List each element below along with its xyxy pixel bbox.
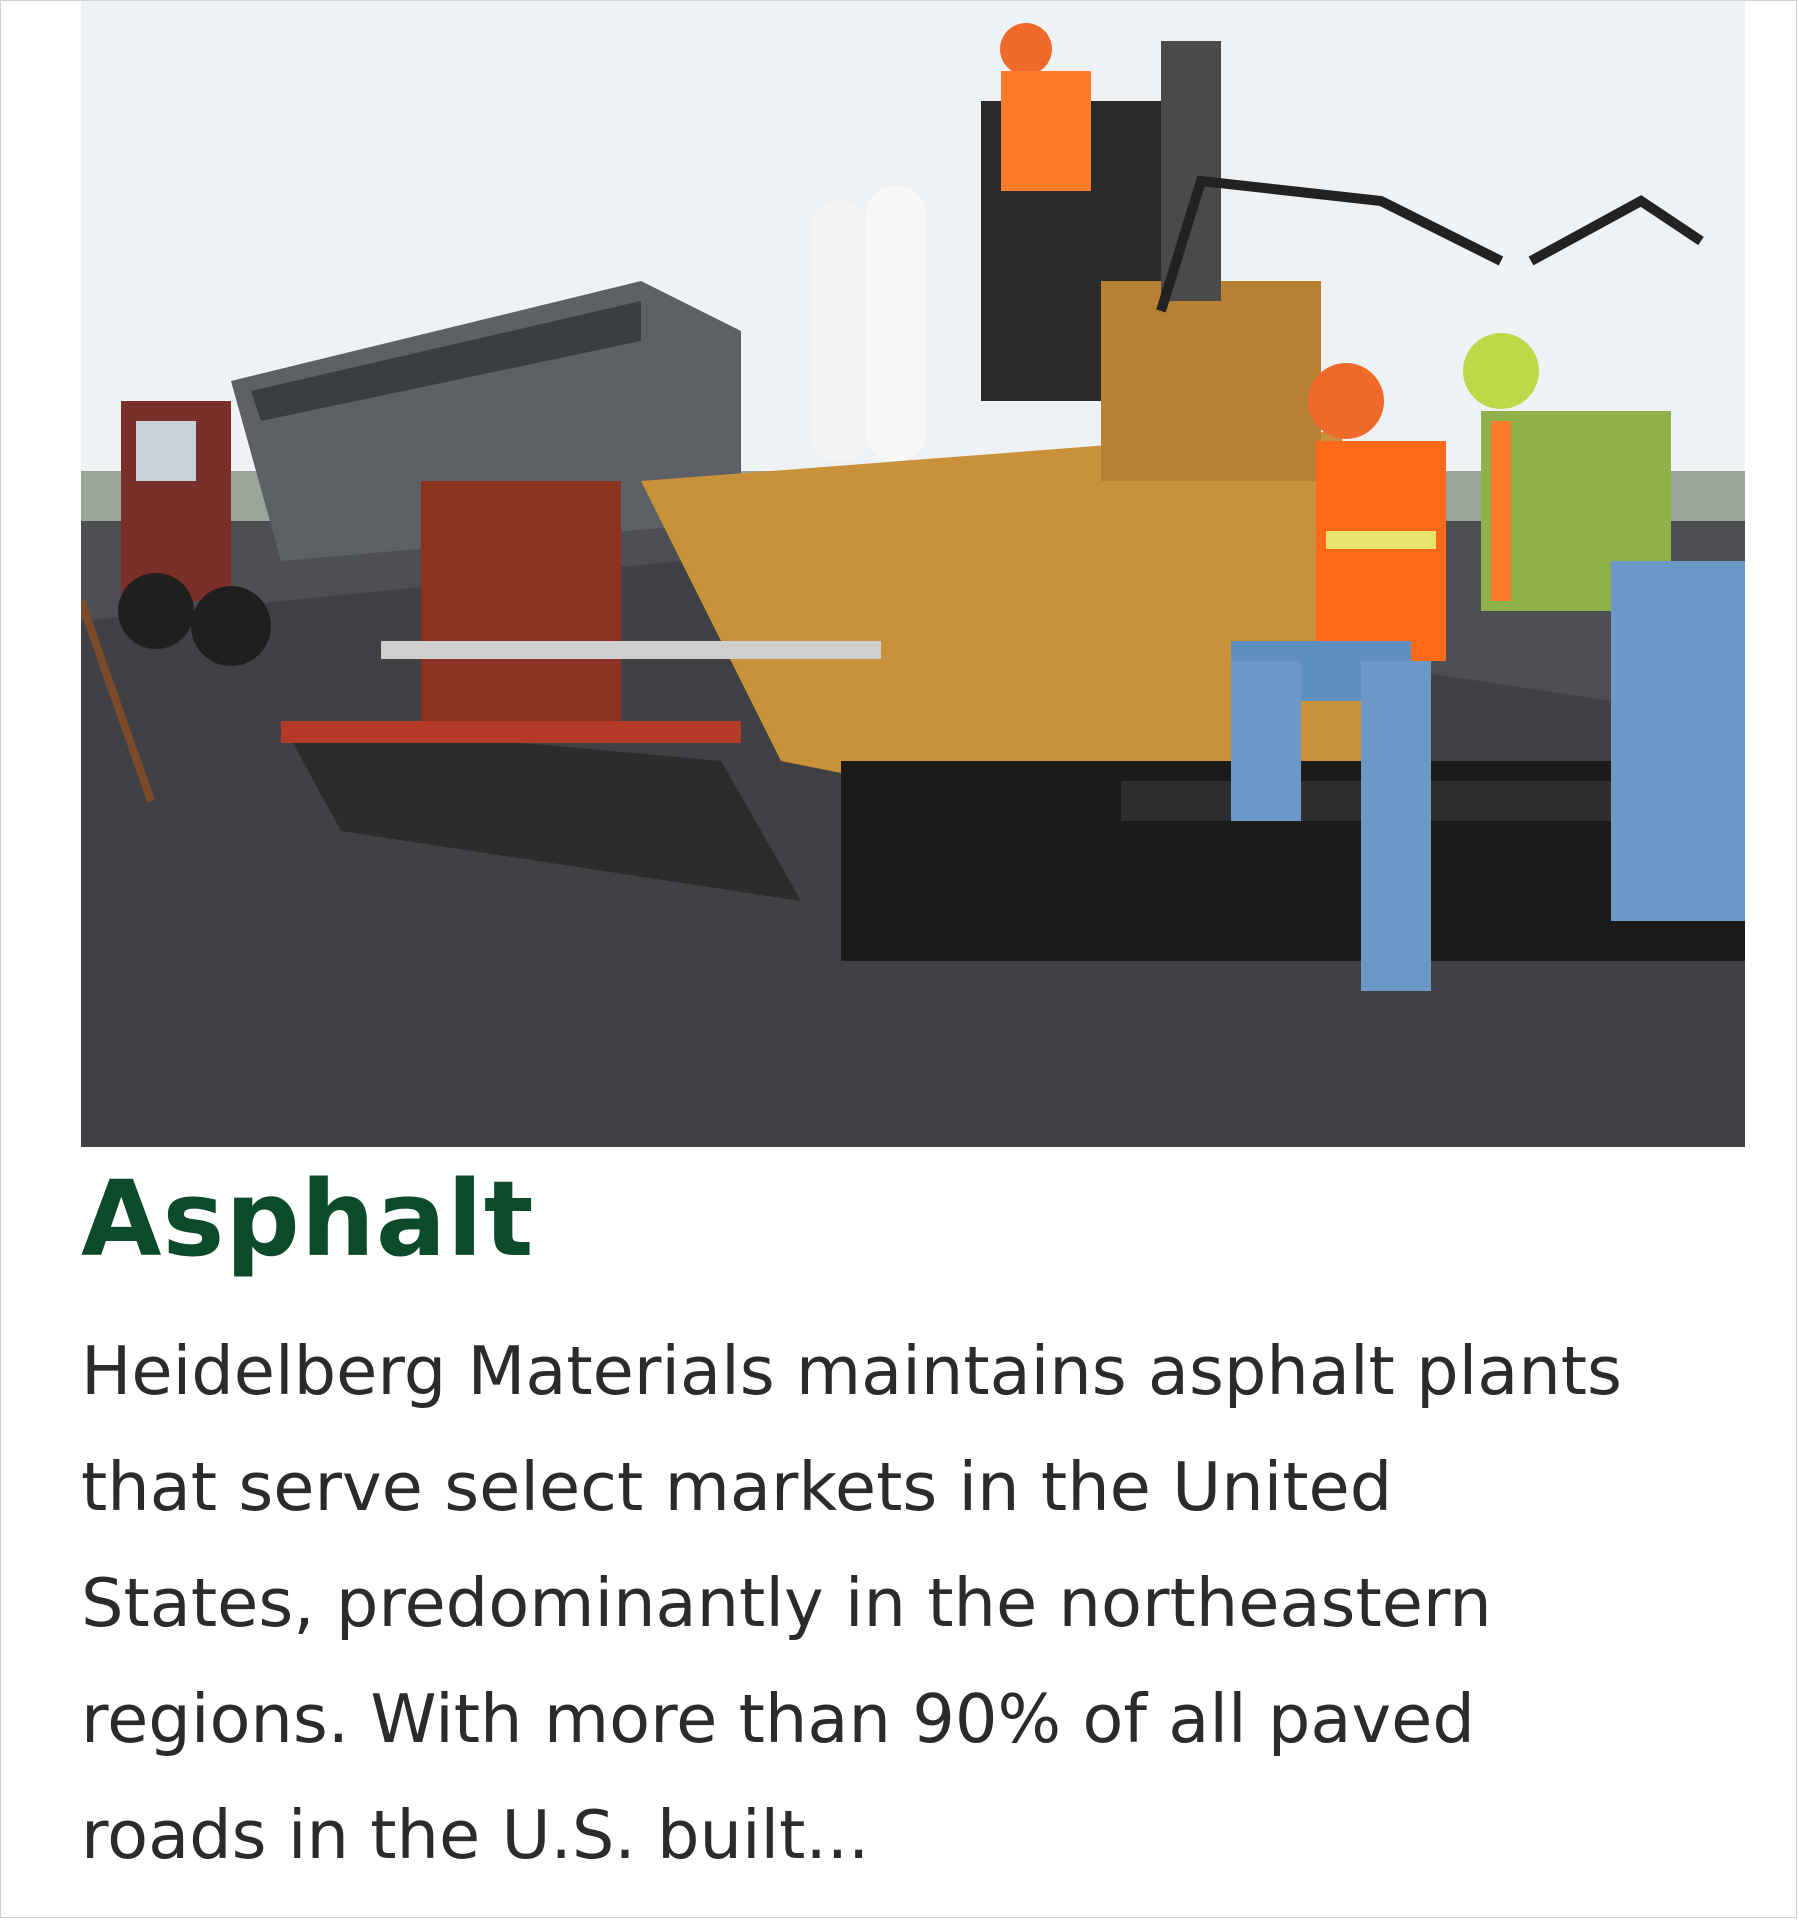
card-title[interactable]: Asphalt	[81, 1158, 535, 1280]
asphalt-paving-illustration	[81, 1, 1745, 1147]
asphalt-paving-photo[interactable]	[81, 1, 1745, 1147]
card-description: Heidelberg Materials maintains asphalt plants that serve select markets in the United States, predominantly in the northeastern regions. With more than 90% of all paved roads in the U.S. built...	[81, 1332, 1622, 1874]
